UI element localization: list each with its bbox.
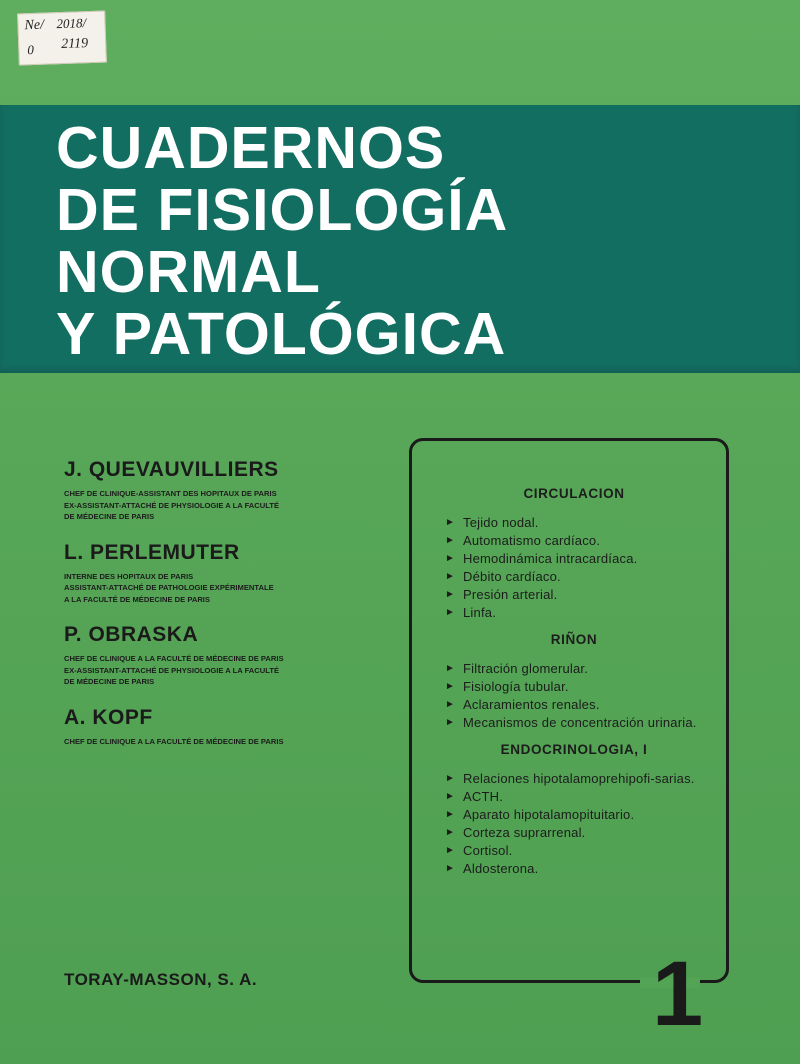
item-text: Hemodinámica intracardíaca.: [463, 551, 638, 566]
item-text: Corteza suprarrenal.: [463, 825, 586, 840]
arrow-bullet-icon: ►: [445, 773, 456, 784]
credential-line: INTERNE DES HOPITAUX DE PARIS: [64, 571, 194, 581]
credential-line: DE MÉDECINE DE PARIS: [64, 512, 155, 521]
item-text: ACTH.: [463, 789, 503, 804]
book-title: [56, 117, 508, 365]
sticker-text: Ne/: [24, 17, 45, 34]
library-label-sticker: [17, 10, 107, 65]
author-name: L. PERLEMUTER: [64, 540, 240, 564]
item-text: Filtración glomerular.: [463, 661, 589, 676]
arrow-bullet-icon: ►: [445, 663, 456, 674]
list-item: [445, 842, 703, 860]
author-list: [64, 458, 384, 765]
list-item: [445, 568, 703, 586]
arrow-bullet-icon: ►: [445, 827, 456, 838]
credential-line: ASSISTANT-ATTACHÉ DE PATHOLOGIE EXPÉRIMENTALE: [64, 583, 274, 592]
arrow-bullet-icon: ►: [445, 607, 456, 618]
credential-line: DE MÉDECINE DE PARIS: [64, 677, 155, 686]
credential-line: CHEF DE CLINIQUE-ASSISTANT DES HOPITAUX DE PARIS: [64, 489, 277, 498]
author-name: A. KOPF: [64, 705, 153, 729]
credential-line: A LA FACULTÉ DE MÉDECINE DE PARIS: [64, 594, 210, 604]
item-text: Mecanismos de concentración urinaria.: [463, 715, 697, 730]
item-text: Tejido nodal.: [463, 515, 539, 530]
author-entry: [64, 623, 384, 688]
author-credentials: [64, 653, 384, 688]
volume-number: 1: [652, 943, 704, 1045]
list-item: [445, 788, 703, 806]
title-line: Y PATOLÓGICA: [56, 301, 507, 367]
author-entry: [64, 541, 384, 606]
arrow-bullet-icon: ►: [445, 553, 456, 564]
author-credentials: [64, 488, 384, 523]
item-text: Aparato hipotalamopituitario.: [463, 807, 635, 822]
item-text: Débito cardíaco.: [463, 569, 561, 584]
list-item: [445, 660, 703, 678]
author-entry: [64, 458, 384, 523]
contents-list: [445, 486, 703, 888]
item-text: Cortisol.: [463, 843, 513, 858]
author-name: P. OBRASKA: [64, 623, 199, 646]
list-item: [445, 550, 703, 568]
item-text: Presión arterial.: [463, 587, 558, 602]
list-item: [445, 604, 703, 622]
publisher-name: TORAY-MASSON, S. A.: [64, 970, 258, 989]
arrow-bullet-icon: ►: [445, 699, 456, 710]
list-item: [445, 514, 703, 532]
sticker-text: 0: [27, 41, 35, 58]
section-title: CIRCULACION: [523, 486, 625, 501]
item-text: Fisiología tubular.: [463, 679, 569, 694]
credential-line: CHEF DE CLINIQUE A LA FACULTÉ DE MÉDECINE DE PARIS: [64, 654, 284, 663]
credential-line: EX-ASSISTANT-ATTACHÉ DE PHYSIOLOGIE A LA FACULTÉ: [64, 665, 280, 675]
item-text: Aldosterona.: [463, 861, 539, 876]
arrow-bullet-icon: ►: [445, 571, 456, 582]
arrow-bullet-icon: ►: [445, 517, 456, 528]
list-item: [445, 806, 703, 824]
arrow-bullet-icon: ►: [445, 717, 456, 728]
contents-section: [445, 486, 703, 622]
sticker-text: 2018/: [56, 15, 87, 32]
credential-line: EX-ASSISTANT-ATTACHÉ DE PHYSIOLOGIE A LA FACULTÉ: [64, 500, 280, 510]
item-text: Automatismo cardíaco.: [463, 533, 601, 548]
author-credentials: [64, 571, 384, 606]
arrow-bullet-icon: ►: [445, 681, 456, 692]
author-entry: [64, 706, 384, 748]
item-text: Linfa.: [463, 605, 497, 620]
list-item: [445, 824, 703, 842]
title-line: DE FISIOLOGÍA: [56, 177, 509, 243]
list-item: [445, 586, 703, 604]
title-line: CUADERNOS: [56, 115, 446, 181]
arrow-bullet-icon: ►: [445, 535, 456, 546]
arrow-bullet-icon: ►: [445, 845, 456, 856]
list-item: [445, 714, 703, 732]
contents-section: [445, 742, 703, 878]
arrow-bullet-icon: ►: [445, 791, 456, 802]
author-name: J. QUEVAUVILLIERS: [64, 458, 279, 481]
arrow-bullet-icon: ►: [445, 809, 456, 820]
section-title: RIÑON: [550, 632, 598, 647]
title-line: NORMAL: [56, 239, 321, 305]
contents-section: [445, 632, 703, 732]
arrow-bullet-icon: ►: [445, 863, 456, 874]
list-item: [445, 532, 703, 550]
sticker-text: 2119: [60, 36, 89, 53]
section-title: ENDOCRINOLOGIA, I: [500, 742, 648, 757]
author-credentials: [64, 736, 384, 748]
list-item: [445, 770, 703, 788]
list-item: [445, 696, 703, 714]
item-text: Aclaramientos renales.: [463, 697, 600, 712]
item-text: Relaciones hipotalamoprehipofi-sarias.: [463, 771, 695, 786]
list-item: [445, 678, 703, 696]
arrow-bullet-icon: ►: [445, 589, 456, 600]
list-item: [445, 860, 703, 878]
credential-line: CHEF DE CLINIQUE A LA FACULTÉ DE MÉDECINE DE PARIS: [64, 736, 284, 746]
